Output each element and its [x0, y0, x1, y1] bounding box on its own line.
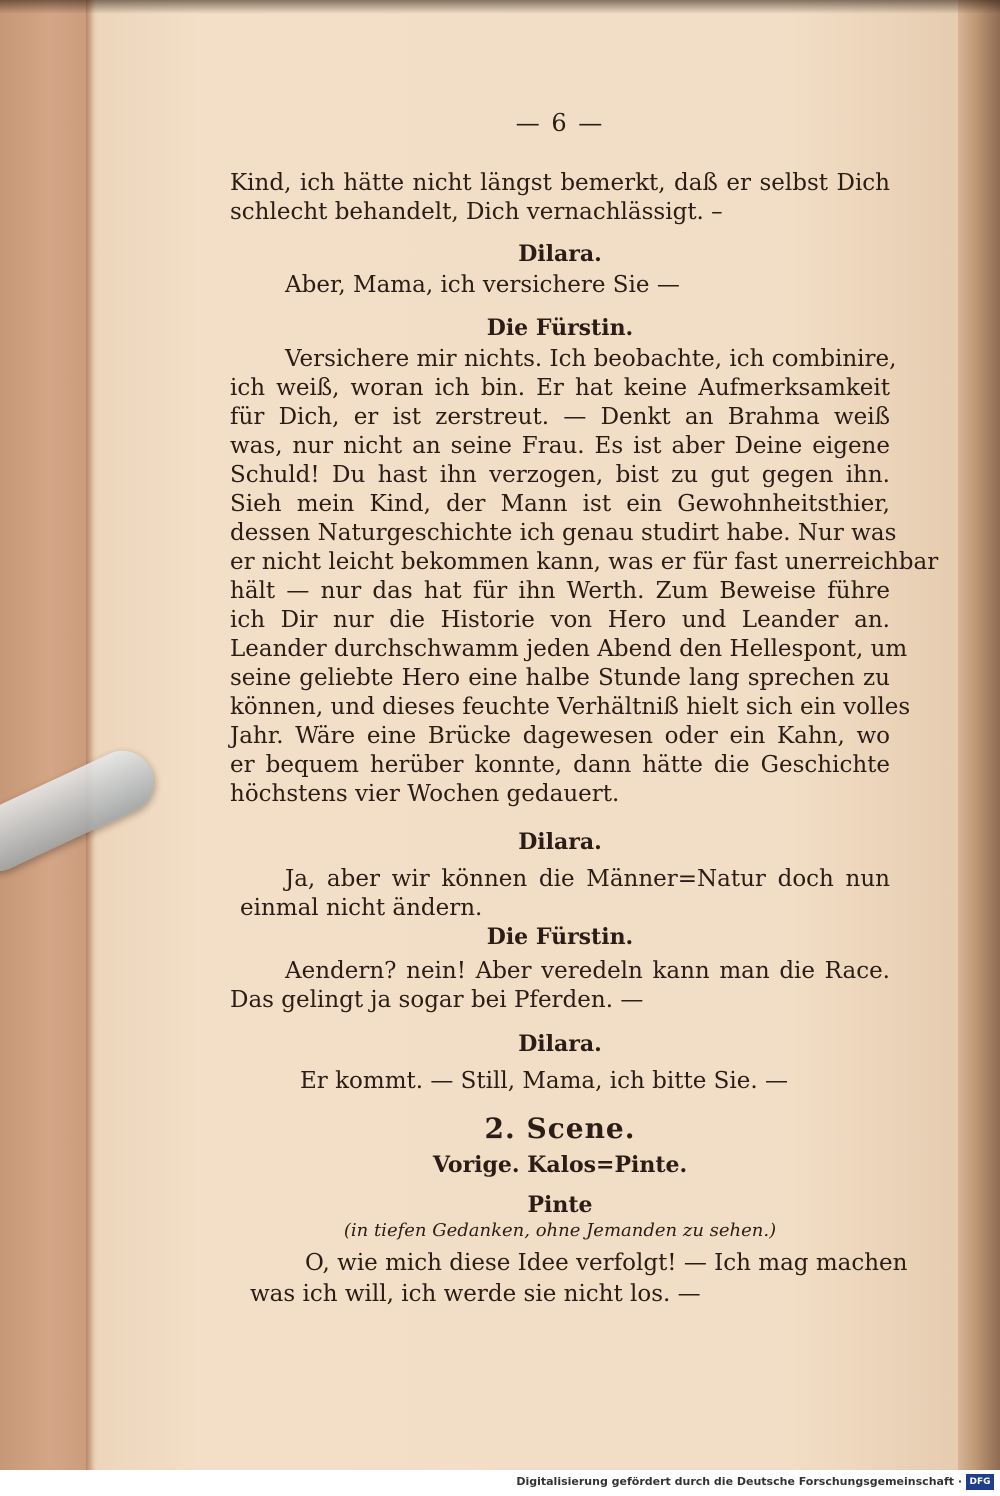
speaker-label: Dilara.: [518, 241, 602, 267]
text-line: Aber, Mama, ich versichere Sie —: [285, 272, 680, 298]
text-line: ich weiß, woran ich bin. Er hat keine Aufmerksamkeit: [230, 375, 890, 401]
scene-persons: Vorige. Kalos=Pinte.: [432, 1152, 688, 1178]
scene-heading: 2. Scene.: [484, 1112, 636, 1145]
text-line: Ja, aber wir können die Männer=Natur doch nun: [285, 866, 890, 892]
dfg-logo: DFG: [966, 1474, 994, 1490]
text-line: er bequem herüber konnte, dann hätte die Geschichte: [230, 752, 890, 778]
text-line: ich Dir nur die Historie von Hero und Leander an.: [230, 607, 890, 633]
book-edge-right: [958, 0, 1000, 1470]
text-line: können, und dieses feuchte Verhältniß hielt sich ein volles: [230, 694, 911, 720]
text-line: was, nur nicht an seine Frau. Es ist aber Deine eigene: [230, 433, 890, 459]
speaker-label: Pinte: [527, 1192, 593, 1218]
text-line: Er kommt. — Still, Mama, ich bitte Sie. —: [300, 1068, 788, 1094]
text-line: einmal nicht ändern.: [240, 895, 483, 921]
text-line: Das gelingt ja sogar bei Pferden. —: [230, 987, 644, 1013]
text-line: seine geliebte Hero eine halbe Stunde lang sprechen zu: [230, 665, 890, 691]
speaker-label: Die Fürstin.: [486, 924, 634, 950]
footer-bar: [0, 1470, 1000, 1496]
text-line: hält — nur das hat für ihn Werth. Zum Beweise führe: [230, 578, 890, 604]
speaker-label: Die Fürstin.: [486, 315, 634, 341]
funding-notice: Digitalisierung gefördert durch die Deutsche Forschungsgemeinschaft ·: [516, 1475, 962, 1488]
text-line: höchstens vier Wochen gedauert.: [230, 781, 620, 807]
text-line: O, wie mich diese Idee verfolgt! — Ich mag machen: [305, 1250, 908, 1276]
text-line: Aendern? nein! Aber veredeln kann man die Race.: [285, 958, 890, 984]
text-line: was ich will, ich werde sie nicht los. —: [250, 1281, 701, 1307]
stage-direction: (in tiefen Gedanken, ohne Jemanden zu sehen.): [343, 1220, 777, 1241]
top-shadow: [0, 0, 1000, 14]
text-line: dessen Naturgeschichte ich genau studirt habe. Nur was: [230, 520, 897, 546]
text-line: Versichere mir nichts. Ich beobachte, ich combinire,: [285, 346, 897, 372]
page-number: — 6 —: [515, 109, 605, 137]
text-line: Kind, ich hätte nicht längst bemerkt, daß er selbst Dich: [230, 170, 890, 196]
text-line: Sieh mein Kind, der Mann ist ein Gewohnheitsthier,: [230, 491, 890, 517]
text-line: Schuld! Du hast ihn verzogen, bist zu gut gegen ihn.: [230, 462, 890, 488]
speaker-label: Dilara.: [518, 829, 602, 855]
text-line: schlecht behandelt, Dich vernachlässigt. –: [230, 199, 723, 225]
text-line: Jahr. Wäre eine Brücke dagewesen oder ein Kahn, wo: [230, 723, 890, 749]
speaker-label: Dilara.: [518, 1031, 602, 1057]
previous-page-edge: [0, 0, 92, 1470]
text-line: er nicht leicht bekommen kann, was er für fast unerreichbar: [230, 549, 939, 575]
text-line: für Dich, er ist zerstreut. — Denkt an Brahma weiß: [230, 404, 890, 430]
text-line: Leander durchschwamm jeden Abend den Hellespont, um: [230, 636, 908, 662]
